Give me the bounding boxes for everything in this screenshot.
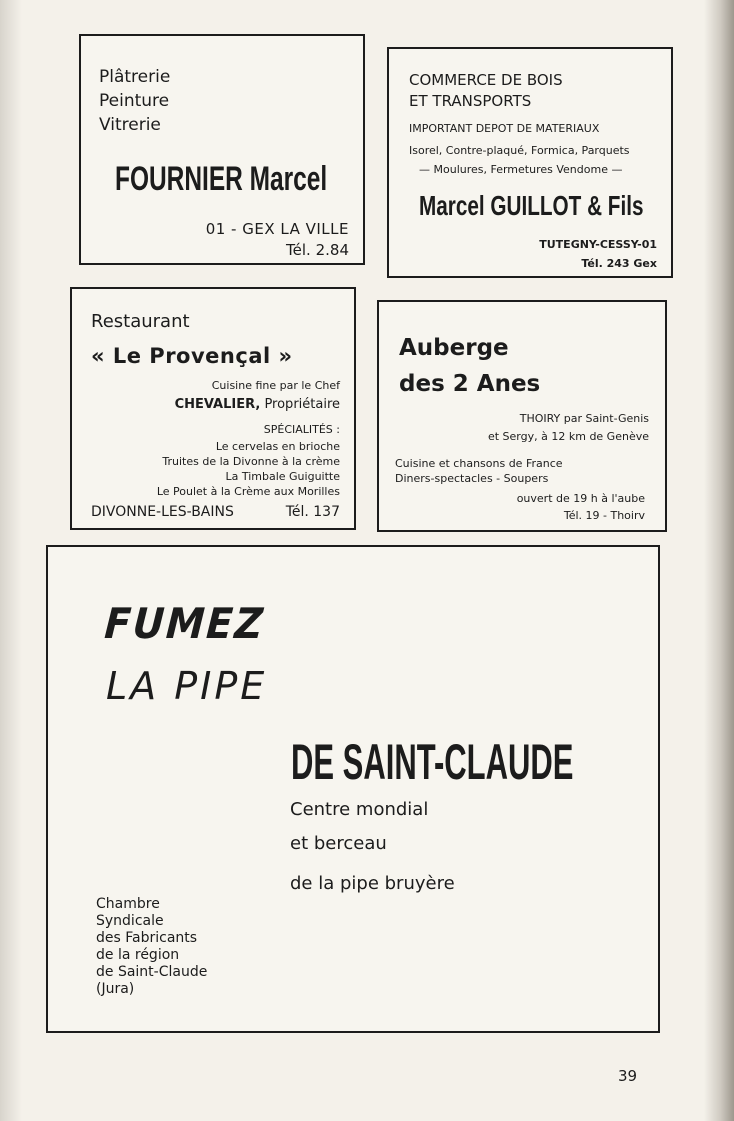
fournier-trade: Plâtrerie (99, 67, 171, 87)
provencal-owner-name: CHEVALIER, (174, 397, 261, 412)
provencal-type: Restaurant (91, 311, 190, 332)
provencal-specialty: Truites de la Divonne à la crème (162, 455, 340, 468)
fournier-name: FOURNIER Marcel (115, 160, 328, 198)
auberge-phone: Tél. 19 - Thoirv (563, 509, 645, 522)
provencal-name: « Le Provençal » (91, 344, 293, 368)
guillot-line2: ET TRANSPORTS (409, 92, 532, 110)
pipe-tagline-line: et berceau (290, 833, 387, 854)
pipe-sponsor-line: Syndicale (96, 913, 164, 929)
pipe-headline-fumez: FUMEZ (103, 599, 267, 648)
provencal-specialty: La Timbale Guiguitte (225, 470, 340, 483)
guillot-line1: COMMERCE DE BOIS (409, 71, 563, 89)
ad-guillot (387, 47, 673, 278)
fournier-phone: Tél. 2.84 (286, 241, 349, 259)
guillot-line5: — Moulures, Fermetures Vendome — (419, 163, 623, 176)
page-number: 39 (618, 1067, 638, 1085)
ad-provencal (70, 287, 356, 530)
auberge-location-line2: et Sergy, à 12 km de Genève (487, 430, 649, 443)
pipe-headline-saint-claude: DE SAINT-CLAUDE (291, 734, 574, 790)
provencal-owner (175, 398, 340, 411)
auberge-hours: ouvert de 19 h à l'aube (516, 492, 645, 505)
provencal-phone: Tél. 137 (285, 504, 340, 520)
pipe-sponsor-line: Chambre (96, 896, 160, 912)
provencal-specialty: Le cervelas en brioche (215, 440, 340, 453)
auberge-location-line1: THOIRY par Saint-Genis (519, 412, 649, 425)
ad-pipe-saint-claude (46, 545, 660, 1033)
pipe-headline-la-pipe: LA PIPE (106, 664, 268, 708)
pipe-sponsor-line: de la région (96, 947, 180, 963)
auberge-name-line2: des 2 Anes (399, 371, 541, 397)
ad-fournier (79, 34, 365, 265)
guillot-line4: Isorel, Contre-plaqué, Formica, Parquets (409, 144, 630, 157)
guillot-name: Marcel GUILLOT & Fils (419, 190, 644, 221)
provencal-owner-role: Propriétaire (264, 397, 340, 412)
fournier-trade: Vitrerie (99, 115, 161, 135)
auberge-program-line2: Diners-spectacles - Soupers (395, 472, 549, 485)
provencal-chef-line: Cuisine fine par le Chef (211, 379, 340, 392)
provencal-specialties-title: SPÉCIALITÉS : (263, 423, 340, 436)
pipe-tagline-line: de la pipe bruyère (290, 873, 455, 894)
pipe-sponsor-line: de Saint-Claude (96, 964, 208, 980)
page-edge (704, 0, 734, 1121)
ad-auberge (377, 300, 667, 532)
guillot-address: TUTEGNY-CESSY-01 (539, 238, 657, 251)
page-gutter-shadow (0, 0, 22, 1121)
guillot-line3: IMPORTANT DEPOT DE MATERIAUX (409, 122, 600, 135)
fournier-address: 01 - GEX LA VILLE (205, 220, 349, 238)
pipe-tagline-line: Centre mondial (290, 799, 429, 820)
pipe-sponsor-line: des Fabricants (96, 930, 198, 946)
auberge-name-line1: Auberge (399, 335, 509, 361)
provencal-specialty: Le Poulet à la Crème aux Morilles (156, 485, 340, 498)
provencal-address: DIVONNE-LES-BAINS (91, 504, 234, 520)
auberge-program-line1: Cuisine et chansons de France (395, 457, 563, 470)
fournier-trade: Peinture (99, 91, 170, 111)
guillot-phone: Tél. 243 Gex (581, 257, 657, 270)
pipe-sponsor-line: (Jura) (96, 981, 135, 997)
